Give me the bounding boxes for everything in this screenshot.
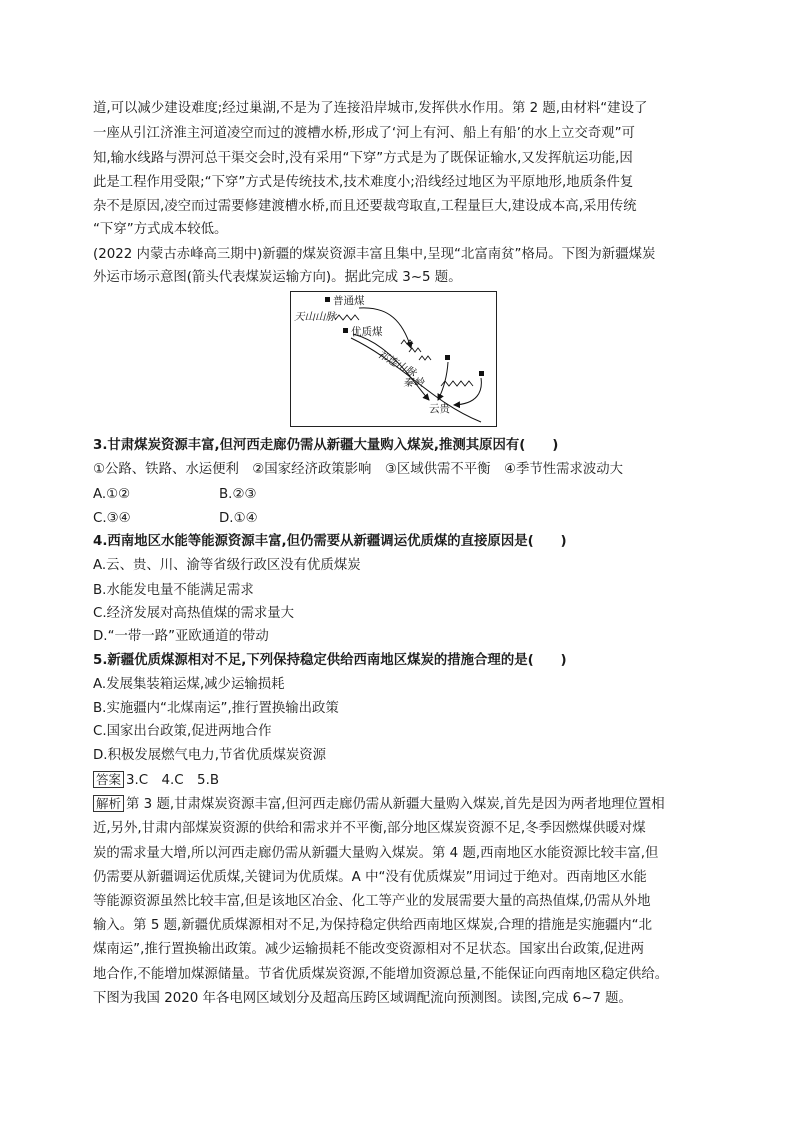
option-4-d[interactable]: D.“一带一路”亚欧通道的带动: [93, 629, 269, 644]
label-yungui: 云贵: [429, 403, 450, 415]
option-4-b[interactable]: B.水能发电量不能满足需求: [93, 583, 254, 598]
question-5-stem: 5.新疆优质煤源相对不足,下列保持稳定供给西南地区煤炭的措施合理的是( ): [93, 653, 567, 668]
analysis-tag: 解析: [93, 795, 124, 812]
coal-point-qilian: [445, 355, 450, 360]
question-intro: 外运市场示意图(箭头代表煤炭运输方向)。据此完成 3~5 题。: [93, 270, 462, 285]
option-3-a[interactable]: A.①②: [93, 487, 131, 502]
option-5-b[interactable]: B.实施疆内“北煤南运”,推行置换输出政策: [93, 701, 339, 716]
option-3-c[interactable]: C.③④: [93, 511, 131, 526]
explanation-line: 一座从引江济淮主河道凌空而过的渡槽水桥,形成了‘河上有河、船上有船’的水上立交奇观”可: [93, 126, 635, 141]
analysis-line: 煤南运”,推行置换输出政策。减少运输损耗不能改变资源相对不足状态。国家出台政策,促进两: [93, 942, 645, 957]
explanation-line: 杂不是原因,凌空而过需要修建渡槽水桥,而且还要裁弯取直,工程量巨大,建设成本高,采用传统: [93, 199, 637, 214]
map-svg: [291, 292, 496, 426]
analysis-line: [93, 795, 713, 814]
answer-text: 3.C 4.C 5.B: [126, 773, 220, 788]
next-question-intro: 下图为我国 2020 年各电网区域划分及超高压跨区域调配流向预测图。读图,完成 6~7 题。: [93, 991, 632, 1006]
explanation-line: “下穿”方式成本较低。: [93, 222, 228, 237]
option-5-c[interactable]: C.国家出台政策,促进两地合作: [93, 724, 272, 739]
option-5-d[interactable]: D.积极发展燃气电力,节省优质煤炭资源: [93, 748, 327, 763]
label-qinling: 秦岭: [403, 377, 424, 389]
analysis-line: 地合作,不能增加煤源储量。节省优质煤炭资源,不能增加资源总量,不能保证向西南地区稳定供给。: [93, 967, 669, 982]
answer-tag: 答案: [93, 771, 124, 788]
option-5-a[interactable]: A.发展集装箱运煤,减少运输损耗: [93, 677, 285, 692]
qinling-mountain-symbol: [441, 381, 473, 386]
question-3-stem: 3.甘肃煤炭资源丰富,但河西走廊仍需从新疆大量购入煤炭,推测其原因有( ): [93, 438, 559, 453]
label-putong-coal: 普通煤: [333, 295, 365, 307]
question-intro: (2022 内蒙古赤峰高三期中)新疆的煤炭资源丰富且集中,呈现“北富南贫”格局。下图为新疆煤炭: [93, 247, 656, 262]
arrow-qilian-coal: [438, 362, 448, 400]
analysis-line: 炭的需求量大增,所以河西走廊仍需从新疆大量购入煤炭。第 4 题,西南地区水能资源比较丰富,但: [93, 846, 659, 861]
explanation-line: 道,可以减少建设难度;经过巢湖,不是为了连接沿岸城市,发挥供水作用。第 2 题,由材料“建设了: [93, 101, 648, 116]
option-4-a[interactable]: A.云、贵、川、渝等省级行政区没有优质煤炭: [93, 558, 361, 573]
analysis-line: 输入。第 5 题,新疆优质煤源相对不足,为保持稳定供给西南地区煤炭,合理的措施是实施疆内“北: [93, 918, 652, 933]
coal-transport-map: [290, 291, 497, 427]
analysis-line: 等能源资源虽然比较丰富,但是该地区冶金、化工等产业的发展需要大量的高热值煤,仍需从外地: [93, 894, 651, 909]
question-4-stem: 4.西南地区水能等能源资源丰富,但仍需要从新疆调运优质煤的直接原因是( ): [93, 534, 567, 549]
coal-point-youzhi: [343, 328, 348, 333]
answer-line: [93, 771, 713, 790]
explanation-line: 此是工程作用受限;“下穿”方式是传统技术,技术难度小;沿线经过地区为平原地形,地质条件复: [93, 175, 634, 190]
explanation-line: 知,输水线路与淠河总干渠交会时,没有采用“下穿”方式是为了既保证输水,又发挥航运功能,因: [93, 151, 633, 166]
tianshan-mountain-symbol: [335, 315, 359, 320]
option-4-c[interactable]: C.经济发展对高热值煤的需求量大: [93, 606, 295, 621]
qilian-mountain-symbol: [401, 340, 431, 360]
label-youzhi-coal: 优质煤: [351, 326, 383, 338]
analysis-line: 近,另外,甘肃内部煤炭资源的供给和需求并不平衡,部分地区煤炭资源不足,冬季因燃煤供暖对煤: [93, 821, 646, 836]
option-3-d[interactable]: D.①④: [219, 511, 258, 526]
label-qilian: 祁连山脉: [375, 348, 418, 380]
coal-point-qinling: [479, 371, 484, 376]
option-3-b[interactable]: B.②③: [219, 487, 257, 502]
analysis-text: 第 3 题,甘肃煤炭资源丰富,但河西走廊仍需从新疆大量购入煤炭,首先是因为两者地理位置相: [126, 797, 665, 812]
label-tianshan: 天山山脉: [294, 311, 336, 323]
question-3-statements: ①公路、铁路、水运便利 ②国家经济政策影响 ③区域供需不平衡 ④季节性需求波动大: [93, 462, 624, 477]
coal-point-putong: [325, 297, 330, 302]
analysis-line: 仍需要从新疆调运优质煤,关键词为优质煤。A 中“没有优质煤炭”用词过于绝对。西南地区水能: [93, 870, 647, 885]
